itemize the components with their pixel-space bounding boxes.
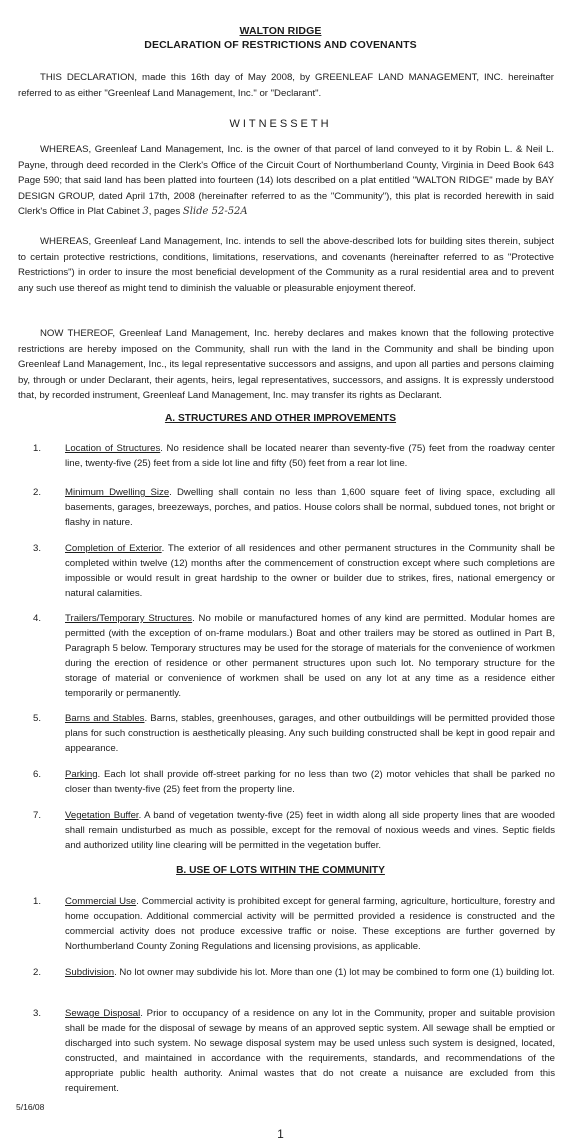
document-page: WALTON RIDGE DECLARATION OF RESTRICTIONS AND COVENANTS THIS DECLARATION, made this 16th day of May 2008, by GREENLEAF LAND MANAGEMENT, INC. hereinafter referred to as either "Greenleaf Land Management, Inc." or "Declarant". WITNESSETH WHEREAS, Greenleaf Land Management, Inc. is the owner of that parcel of land conveyed to it by Robin L. & Neil L. Payne, through deed recorded in the Clerk's Office of the Circuit Court of Northumberland County, Virginia in Deed Book 643 Page 590; that said land has been platted into fourteen (14) lots described on a plat entitled "WALTON RIDGE" made by BAY DESIGN GROUP, dated April 17th, 2008 (hereinafter referred to as the "Community"), this plat is recorded herewith in said Clerk's Office in Plat Cabinet 3, pages Slide 52-52A WHEREAS, Greenleaf Land Management, Inc. intends to sell the above-described lots for building sites therein, subject to certain protective restrictions, conditions, limitations, reservations, and covenants (hereinafter referred to as "Protective Restrictions") in order to insure the most beneficial development of the Community as a rural residential area and to prevent any such use thereof as might tend to diminish the valuable or pleasurable enjoyment thereof. NOW THEREOF, Greenleaf Land Management, Inc. hereby declares and makes known that the following protective restrictions are hereby imposed on the Community, shall run with the land in the Community and shall be binding upon Greenleaf Land Management, Inc., its legal representative successors and assigns, and upon all parties and persons claiming by, through or under Declarant, their agents, heirs, legal representatives, successors, and assigns. It is expressly understood that, by recorded instrument, Greenleaf Land Management, Inc. may transfer its rights as Declarant. A. STRUCTURES AND OTHER IMPROVEMENTS 1. Location of Structures. No residence shall be located nearer than seventy-five (75) feet from the roadway center line, twenty-five (25) feet from a side lot line and fifty (50) feet from a rear lot line. 2. Minimum Dwelling Size. Dwelling shall contain no less than 1,600 square feet of living space, excluding all basements, garages, breezeways, porches, and patios. House colors shall be normal, subdued tones, not bright or flashy in nature. 3. Completion of Exterior. The exterior of all residences and other permanent structures in the Community shall be completed within twelve (12) months after the commencement of construction except where such completions are impossible or would result in great hardship to the owner or builder due to strikes, fires, national emergency or natural calamities. 4. Trailers/Temporary Structures. No mobile or manufactured homes of any kind are permitted. Modular homes are permitted (with the exception of on-frame modulars.) Boat and other trailers may be stored as outlined in Part B, Paragraph 5 below. Temporary structures may be used for the storage of materials for the convenience of workmen during the erection of residence or other permanent structures upon such lot. No temporary structure for the storage of material or convenience of workmen shall be used on any lot at any time as a residence either temporarily or permanently. 5. Barns and Stables. Barns, stables, greenhouses, garages, and other outbuildings will be permitted provided those plans for such construction is aesthetically pleasing. Any such building constructed shall be kept in good repair and appearance. 6. Parking. Each lot shall provide off-street parking for no less than two (2) motor vehicles that shall be parked no closer than twenty-five (25) feet from the property line. 7. Vegetation Buffer. A band of vegetation twenty-five (25) feet in width along all side property lines that are wooded shall remain undisturbed as much as possible, except for the removal of noxious weeds and vines. Septic fields and authorized utility line clearing will be permitted in the vegetation buffer. B. USE OF LOTS WITHIN THE COMMUNITY 1. Commercial Use. Commercial activity is prohibited except for general farming, agriculture, horticulture, forestry and home occupation. Additional commercial activity will be permitted provided a residence is constructed and the commercial activity does not produce excessive traffic or noise. These exceptions are further governed by Northumberland County Zoning Regulations and licensing provisions, as applicable. 2. Subdivision. No lot owner may subdivide his lot. More than one (1) lot may be combined to form one (1) building lot. 3. Sewage Disposal. Prior to occupancy of a residence on any lot in the Community, proper and suitable provision shall be made for the disposal of sewage by means of an approved septic system. All sewage shall be emptied or discharged into such system. No sewage disposal system may be used unless such system is designed, located, constructed, and maintained in accordance with the requirements, standards, and recommendations of the appropriate public health authority. Animal wastes that do not create a nuisance are excluded from this requirement. 5/16/08 1 bbox=[0, 0, 561, 1145]
document-subtitle: DECLARATION OF RESTRICTIONS AND COVENANTS bbox=[144, 39, 417, 51]
footer-date: 5/16/08 bbox=[16, 1102, 45, 1112]
now-thereof-paragraph: NOW THEREOF, Greenleaf Land Management, Inc. hereby declares and makes known that the following protective restrictions are hereby imposed on the Community, shall run with the land in the Community and shall be binding upon Greenleaf Land Management, Inc., its legal representative successors and assigns, and upon all parties and persons claiming by, through or under Declarant, their agents, heirs, legal representatives, successors, and assigns. It is expressly understood that, by recorded instrument, Greenleaf Land Management, Inc. may transfer its rights as Declarant. bbox=[18, 328, 554, 401]
section-a-heading: A. STRUCTURES AND OTHER IMPROVEMENTS bbox=[164, 413, 397, 424]
witnesseth-heading: WITNESSETH bbox=[229, 118, 332, 130]
handwritten-pages: Slide 52-52A bbox=[182, 206, 248, 217]
whereas-paragraph-2: WHEREAS, Greenleaf Land Management, Inc. intends to sell the above-described lots for building sites therein, subject to certain protective restrictions, conditions, limitations, reservations, and covenants (hereinafter referred to as "Protective Restrictions") in order to insure the most beneficial development of the Community as a rural residential area and to prevent any such use thereof as might tend to diminish the valuable or pleasurable enjoyment thereof. bbox=[18, 236, 554, 294]
handwritten-plat-cabinet: 3 bbox=[142, 206, 149, 217]
whereas-paragraph-1: WHEREAS, Greenleaf Land Management, Inc. is the owner of that parcel of land conveyed to it by Robin L. & Neil L. Payne, through deed recorded in the Clerk's Office of the Circuit Court of Northumberland County, Virginia in Deed Book 643 Page 590; that said land has been platted into fourteen (14) lots described on a plat entitled "WALTON RIDGE" made by BAY DESIGN GROUP, dated April 17th, 2008 (hereinafter referred to as the "Community"), this plat is recorded herewith in said Clerk's Office in Plat Cabinet 3, pages Slide 52-52A bbox=[18, 144, 554, 217]
section-b-heading: B. USE OF LOTS WITHIN THE COMMUNITY bbox=[176, 865, 385, 876]
page-number: 1 bbox=[277, 1127, 284, 1141]
intro-paragraph: THIS DECLARATION, made this 16th day of May 2008, by GREENLEAF LAND MANAGEMENT, INC. hereinafter referred to as either "Greenleaf Land Management, Inc." or "Declarant". bbox=[18, 72, 554, 99]
document-title: WALTON RIDGE bbox=[239, 25, 322, 37]
